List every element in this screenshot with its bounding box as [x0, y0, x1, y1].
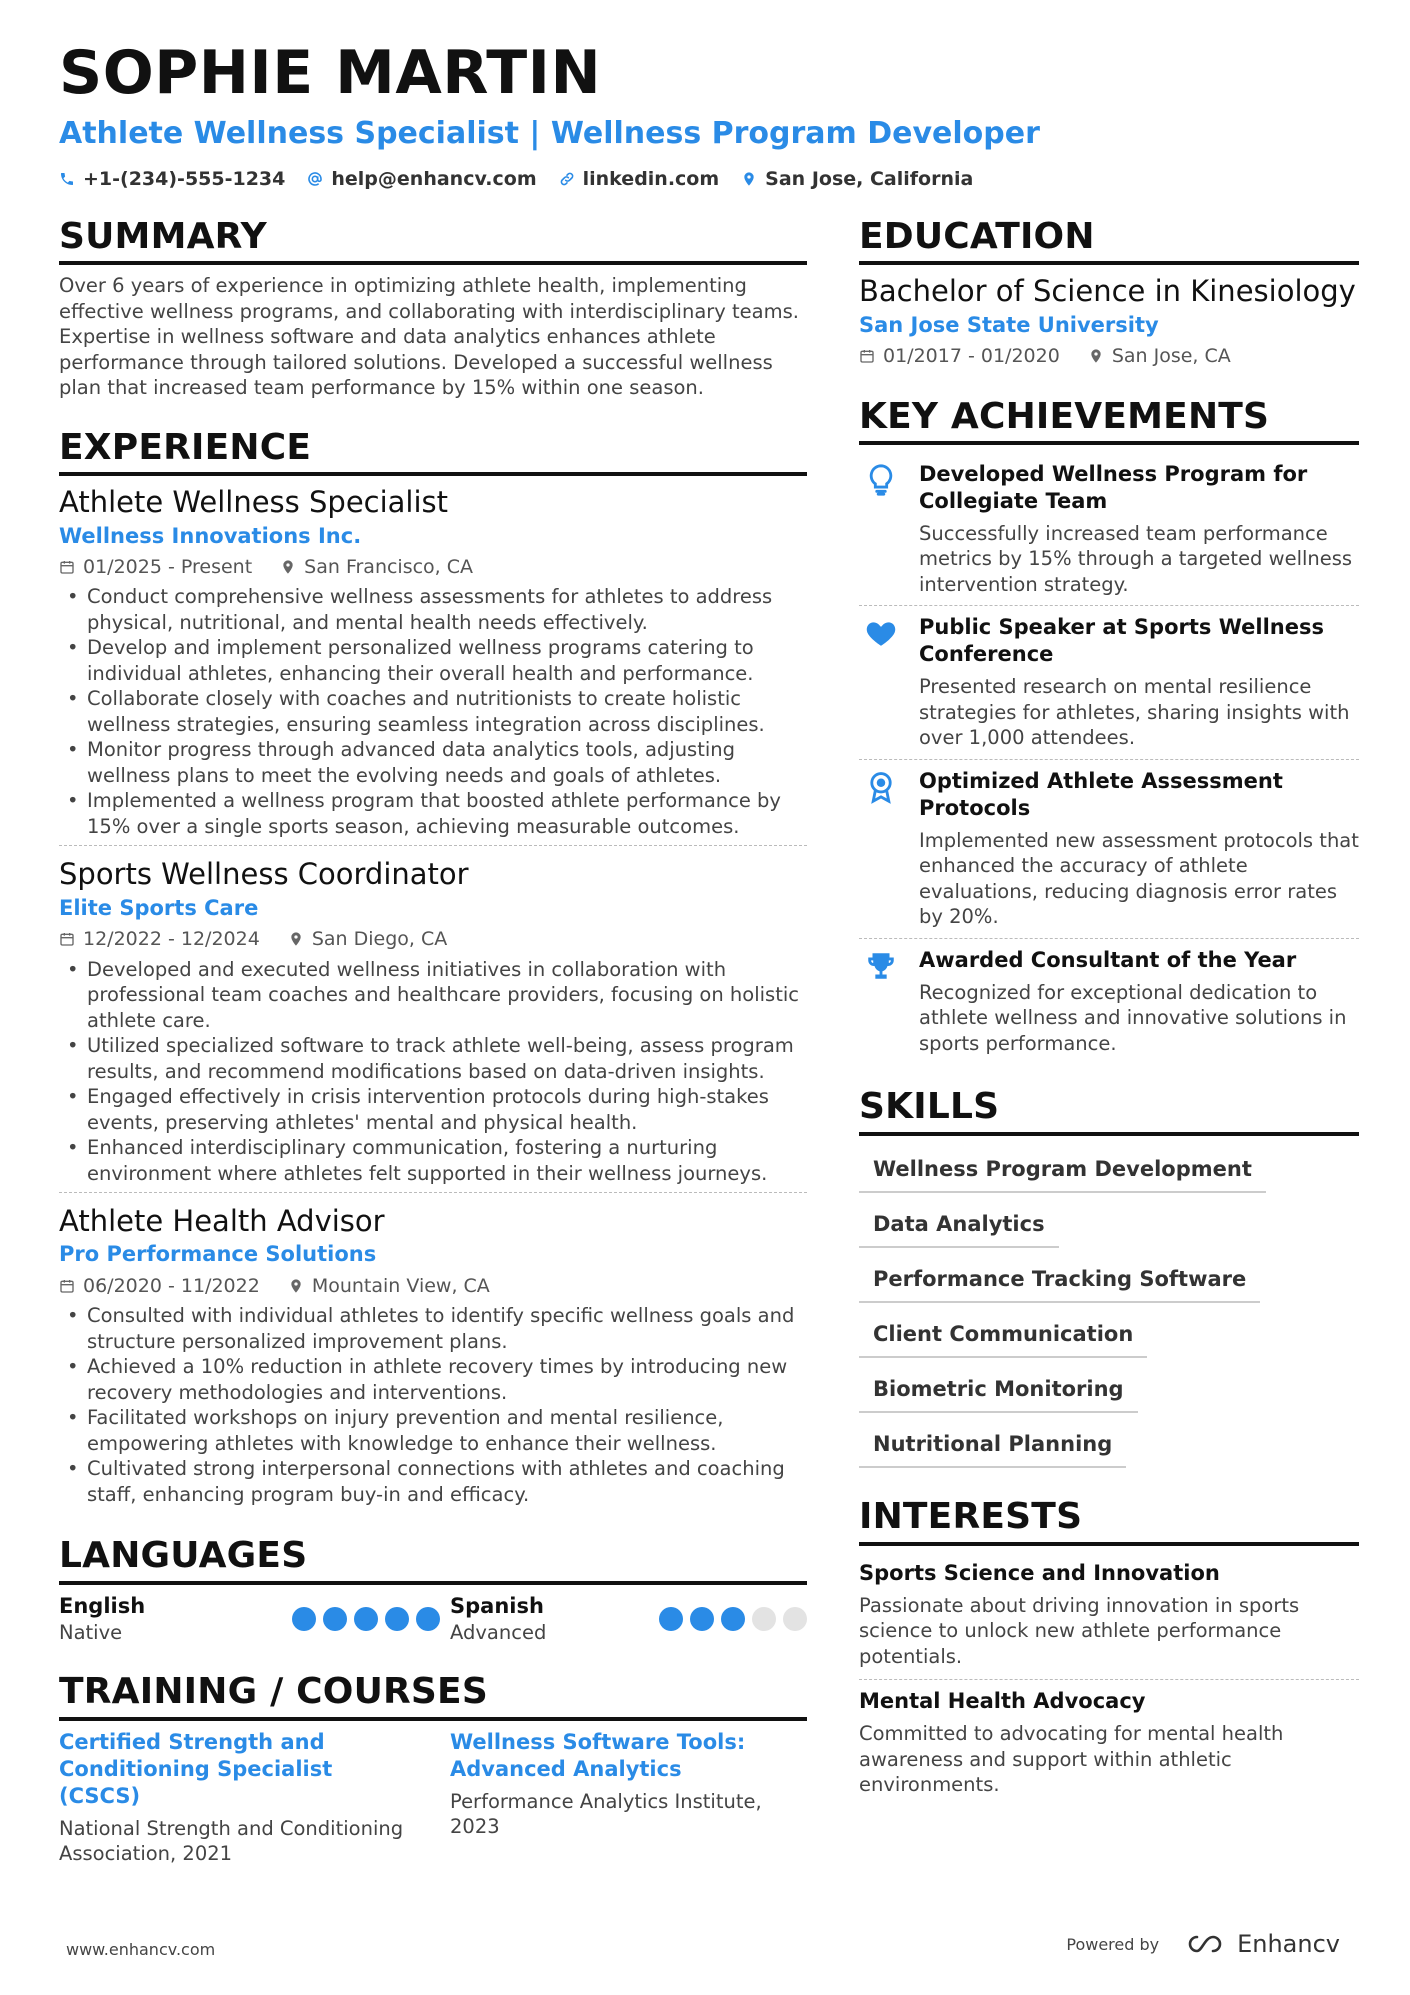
footer-website[interactable]: www.enhancv.com — [66, 1940, 216, 1959]
location-icon — [741, 171, 757, 187]
job-title: Athlete Health Advisor — [59, 1204, 385, 1239]
company-name: Pro Performance Solutions — [59, 1242, 377, 1267]
interests-title: INTERESTS — [859, 1496, 1359, 1545]
rating-dot-filled — [292, 1607, 316, 1631]
headline: Athlete Wellness Specialist | Wellness Program Developer — [59, 116, 1040, 151]
bullet-item: • Implemented a wellness program that boosted athlete performance by 15% over a single sports season, achieving measurable outcomes. — [59, 788, 807, 839]
job-dates — [59, 552, 252, 582]
education-dates-text: 01/2017 - 01/2020 — [883, 345, 1060, 368]
language-level: Native — [59, 1620, 123, 1644]
education-location-text: San Jose, CA — [1111, 345, 1231, 368]
course-provider: Performance Analytics Institute, 2023 — [450, 1789, 762, 1839]
bullet-item: • Enhanced interdisciplinary communication, fostering a nurturing environment where athletes felt supported in their wellness journeys. — [59, 1135, 807, 1186]
bullet-item: • Utilized specialized software to track athlete well-being, assess program results, and recommend modifications based on data-driven insights. — [59, 1033, 807, 1084]
bullet-item: • Facilitated workshops on injury prevention and mental resilience, empowering athletes with knowledge to enhance their wellness. — [59, 1405, 807, 1456]
rating-dot-filled — [721, 1607, 745, 1631]
achievement-title: Awarded Consultant of the Year — [919, 947, 1297, 972]
course-item — [59, 1729, 450, 1867]
job-dates-text: 06/2020 - 11/2022 — [83, 1274, 260, 1297]
achievement-icon-wrap — [859, 614, 903, 751]
degree: Bachelor of Science in Kinesiology — [859, 274, 1356, 309]
location-icon — [288, 1278, 304, 1294]
enhancv-logo-icon — [1183, 1931, 1227, 1957]
language-name: Spanish — [450, 1593, 544, 1618]
summary-title: SUMMARY — [59, 216, 807, 265]
left-column — [59, 216, 807, 1867]
candidate-name: SOPHIE MARTIN — [59, 38, 602, 108]
skill-tag: Performance Tracking Software — [859, 1254, 1260, 1303]
school-name: San Jose State University — [859, 312, 1159, 337]
experience-section — [59, 427, 807, 1513]
calendar-icon — [59, 931, 75, 947]
job-meta — [59, 552, 807, 582]
achievement-item — [859, 605, 1359, 759]
rating-dot-filled — [659, 1607, 683, 1631]
rating-dot-empty — [783, 1607, 807, 1631]
training-title: TRAINING / COURSES — [59, 1671, 807, 1720]
course-item — [450, 1729, 807, 1867]
job-entry — [59, 845, 807, 1192]
location-icon — [1088, 348, 1104, 364]
at-icon — [307, 171, 323, 187]
rating-dot-filled — [416, 1607, 440, 1631]
language-rating — [659, 1607, 807, 1631]
achievement-item — [859, 759, 1359, 938]
calendar-icon — [59, 559, 75, 575]
achievement-title: Public Speaker at Sports Wellness Conference — [919, 615, 1324, 667]
location-icon — [288, 931, 304, 947]
award-icon — [864, 770, 898, 804]
bullet-item: • Conduct comprehensive wellness assessments for athletes to address physical, nutritional, and mental health needs effectively. — [59, 584, 807, 635]
right-column — [859, 216, 1359, 1808]
achievement-desc: Recognized for exceptional dedication to athlete wellness and innovative solutions in sports performance. — [919, 980, 1347, 1055]
interest-item — [859, 1679, 1359, 1808]
language-name: English — [59, 1593, 146, 1618]
skill-list — [859, 1144, 1359, 1475]
contact-phone-text: +1-(234)-555-1234 — [83, 168, 286, 190]
course-title: Certified Strength and Conditioning Specialist (CSCS) — [59, 1729, 333, 1808]
skill-tag: Nutritional Planning — [859, 1419, 1126, 1468]
job-bullets — [59, 957, 807, 1187]
contact-phone[interactable] — [59, 168, 285, 190]
job-title: Sports Wellness Coordinator — [59, 857, 469, 892]
education-title: EDUCATION — [859, 216, 1359, 265]
achievements-title: KEY ACHIEVEMENTS — [859, 396, 1359, 445]
job-location-text: Mountain View, CA — [311, 1274, 490, 1297]
bullet-item: • Cultivated strong interpersonal connections with athletes and coaching staff, enhancing program buy-in and efficacy. — [59, 1456, 807, 1507]
course-title: Wellness Software Tools: Advanced Analytics — [450, 1729, 746, 1781]
education-section — [859, 216, 1359, 372]
achievement-icon-wrap — [859, 768, 903, 930]
language-list — [59, 1593, 807, 1646]
company-name: Elite Sports Care — [59, 895, 259, 920]
education-location — [1088, 341, 1231, 371]
job-location-text: San Francisco, CA — [304, 556, 474, 579]
training-section — [59, 1671, 807, 1866]
interest-item — [859, 1554, 1359, 1680]
contact-email[interactable] — [307, 168, 536, 190]
summary-text: Over 6 years of experience in optimizing athlete health, implementing effective wellness programs, and collaborating with interdisciplinary teams. Expertise in wellness software and data analytics enhances athlete performance through tailored solutions. Developed a successful wellness plan that increased team performance by 15% within one season. — [59, 274, 799, 400]
job-title: Athlete Wellness Specialist — [59, 485, 449, 520]
course-provider: National Strength and Conditioning Association, 2021 — [59, 1816, 404, 1866]
calendar-icon — [59, 1278, 75, 1294]
job-bullets — [59, 1303, 807, 1507]
experience-title: EXPERIENCE — [59, 427, 807, 476]
languages-title: LANGUAGES — [59, 1535, 807, 1584]
achievement-icon-wrap — [859, 461, 903, 598]
brand-logo[interactable] — [1183, 1930, 1340, 1958]
achievement-item — [859, 453, 1359, 606]
achievement-desc: Successfully increased team performance metrics by 15% through a targeted wellness intervention strategy. — [919, 521, 1353, 596]
achievement-icon-wrap — [859, 947, 903, 1057]
job-location — [280, 552, 473, 582]
contact-linkedin[interactable] — [559, 168, 720, 190]
calendar-icon — [859, 348, 875, 364]
rating-dot-empty — [752, 1607, 776, 1631]
bullet-item: • Developed and executed wellness initiatives in collaboration with professional team coaches and healthcare providers, focusing on holistic athlete care. — [59, 957, 807, 1034]
job-meta — [59, 1271, 807, 1301]
interest-title: Mental Health Advocacy — [859, 1689, 1146, 1714]
bullet-item: • Engaged effectively in crisis intervention protocols during high-stakes events, preserving athletes' mental and physical health. — [59, 1084, 807, 1135]
contact-location-text: San Jose, California — [765, 168, 974, 190]
bullet-item: • Monitor progress through advanced data analytics tools, adjusting wellness plans to meet the evolving needs and goals of athletes. — [59, 737, 807, 788]
contact-linkedin-text: linkedin.com — [582, 168, 720, 190]
job-dates-text: 01/2025 - Present — [83, 556, 253, 579]
skill-tag: Biometric Monitoring — [859, 1364, 1138, 1413]
heart-icon — [864, 616, 898, 650]
interests-section — [859, 1496, 1359, 1807]
job-bullets — [59, 584, 807, 839]
rating-dot-filled — [690, 1607, 714, 1631]
language-rating — [292, 1607, 440, 1631]
achievement-title: Optimized Athlete Assessment Protocols — [919, 768, 1283, 820]
job-location-text: San Diego, CA — [311, 928, 448, 951]
job-dates — [59, 1271, 260, 1301]
bullet-item: • Consulted with individual athletes to identify specific wellness goals and structure personalized improvement plans. — [59, 1303, 807, 1354]
interest-title: Sports Science and Innovation — [859, 1560, 1220, 1585]
job-dates-text: 12/2022 - 12/2024 — [83, 928, 260, 951]
interest-desc: Committed to advocating for mental health awareness and support within athletic environments. — [859, 1722, 1284, 1797]
bullet-item: • Achieved a 10% reduction in athlete recovery times by introducing new recovery methodologies and interventions. — [59, 1354, 807, 1405]
bullet-item: • Collaborate closely with coaches and nutritionists to create holistic wellness strategies, ensuring seamless integration across disciplines. — [59, 686, 807, 737]
rating-dot-filled — [323, 1607, 347, 1631]
job-entry — [59, 484, 807, 845]
contact-location — [741, 168, 973, 190]
achievement-item — [859, 938, 1359, 1065]
course-list — [59, 1729, 807, 1867]
skills-title: SKILLS — [859, 1086, 1359, 1135]
education-dates — [859, 341, 1060, 371]
footer-branding — [1066, 1930, 1340, 1958]
language-item — [59, 1593, 450, 1646]
location-icon — [280, 559, 296, 575]
job-location — [288, 924, 447, 954]
language-level: Advanced — [450, 1620, 547, 1644]
link-icon — [559, 171, 575, 187]
job-meta — [59, 924, 807, 954]
brand-name: Enhancv — [1237, 1930, 1340, 1958]
powered-by-label: Powered by — [1066, 1934, 1160, 1954]
job-dates — [59, 924, 260, 954]
achievement-title: Developed Wellness Program for Collegiate Team — [919, 461, 1308, 513]
contact-email-text: help@enhancv.com — [331, 168, 537, 190]
company-name: Wellness Innovations Inc. — [59, 523, 362, 548]
education-meta — [859, 341, 1359, 371]
phone-icon — [59, 171, 75, 187]
skill-tag: Wellness Program Development — [859, 1144, 1266, 1193]
interest-desc: Passionate about driving innovation in sports science to unlock new athlete performance potentials. — [859, 1593, 1300, 1668]
rating-dot-filled — [354, 1607, 378, 1631]
contact-bar — [59, 168, 973, 190]
achievement-desc: Implemented new assessment protocols that enhanced the accuracy of athlete evaluations, reducing diagnosis error rates by 20%. — [919, 828, 1359, 929]
skill-tag: Data Analytics — [859, 1199, 1059, 1248]
bullet-item: • Develop and implement personalized wellness programs catering to individual athletes, enhancing their overall health and performance. — [59, 635, 807, 686]
job-location — [288, 1271, 490, 1301]
languages-section — [59, 1535, 807, 1645]
achievements-section — [859, 396, 1359, 1065]
trophy-icon — [864, 949, 898, 983]
achievement-desc: Presented research on mental resilience strategies for athletes, sharing insights with over 1,000 attendees. — [919, 675, 1350, 750]
lightbulb-icon — [864, 463, 898, 497]
skill-tag: Client Communication — [859, 1309, 1147, 1358]
job-entry — [59, 1192, 807, 1513]
language-item — [450, 1593, 807, 1646]
rating-dot-filled — [385, 1607, 409, 1631]
summary-section — [59, 216, 807, 401]
skills-section — [859, 1086, 1359, 1474]
